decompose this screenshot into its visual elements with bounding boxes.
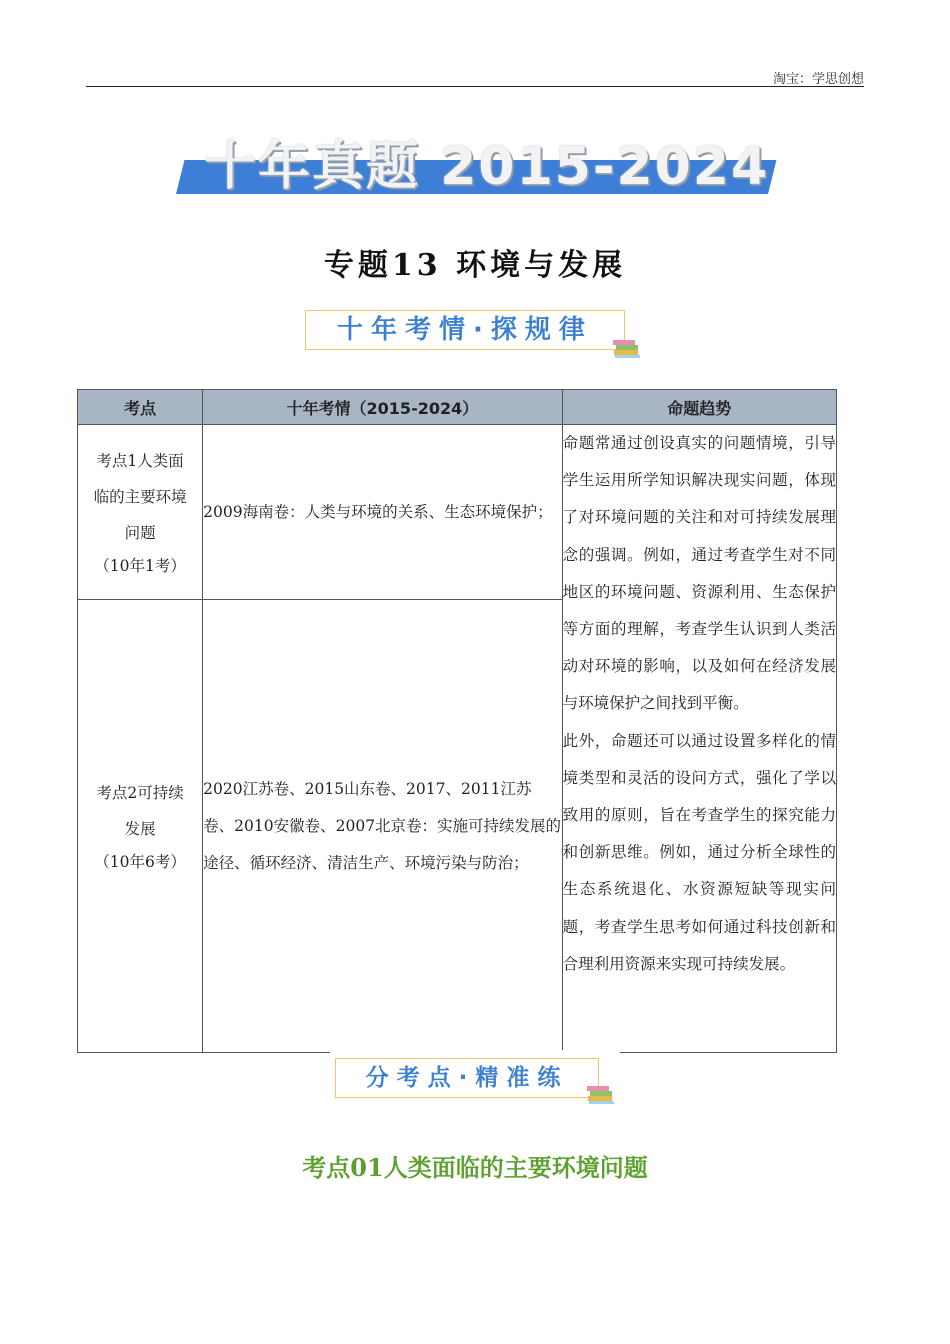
- exam-point-line: 临的主要环境: [93, 488, 187, 506]
- exam-point-count: （10年1考）: [94, 557, 186, 575]
- trend-paragraph-2: 此外，命题还可以通过设置多样化的情境类型和灵活的设问方式，强化了学以致用的原则，旨在考查学生的探究能力和创新思维。例如，通过分析全球性的生态系统退化、水资源短缺等现实问题，考查学生思考如何通过科技创新和合理利用资源来实现可持续发展。: [562, 731, 836, 973]
- practice-tag: 分考点·精准练: [335, 1058, 599, 1098]
- exam-point-count: （10年6考）: [94, 853, 186, 871]
- trend-paragraph-1: 命题常通过创设真实的问题情境，引导学生运用所学知识解决现实问题，体现了对环境问题的关注和对可持续发展理念的强调。例如，通过考查学生对不同地区的环境问题、资源利用、生态保护等方面的理解，考查学生认识到人类活动对环境的影响，以及如何在经济发展与环境保护之间找到平衡。: [562, 434, 836, 713]
- exam-point-cell: [78, 600, 203, 1053]
- header-trend: 命题趋势: [562, 390, 836, 425]
- exam-point-line: 考点1人类面: [96, 452, 184, 470]
- exam-point-line: 发展: [124, 820, 156, 838]
- books-icon: [612, 336, 642, 360]
- header-point: 考点: [78, 390, 203, 425]
- trend-cell: [562, 425, 836, 1053]
- banner-title: 十年真题 2015-2024: [204, 137, 770, 197]
- header-history: 十年考情（2015-2024）: [203, 390, 562, 425]
- exam-history-cell: 2009海南卷：人类与环境的关系、生态环境保护；: [203, 425, 562, 600]
- shop-tag: 淘宝：学思创想: [772, 72, 864, 87]
- header-rule: [86, 86, 864, 87]
- books-icon: [586, 1082, 616, 1106]
- tag-gap: [330, 1050, 620, 1058]
- exam-point-line: 问题: [124, 524, 156, 542]
- topic-title: 专题13 环境与发展: [323, 248, 627, 283]
- exam-point-line: 考点2可持续: [96, 784, 184, 802]
- title-banner: [176, 118, 776, 198]
- table-row: [78, 425, 837, 600]
- exam-history-cell: 2020江苏卷、2015山东卷、2017、2011江苏卷、2010安徽卷、2007北京卷：实施可持续发展的途径、循环经济、清洁生产、环境污染与防治；: [203, 600, 562, 1053]
- exam-point-cell: [78, 425, 203, 600]
- trends-tag: 十年考情·探规律: [305, 310, 625, 350]
- exam-analysis-table: [77, 389, 837, 1053]
- section-heading: 考点01人类面临的主要环境问题: [302, 1153, 648, 1182]
